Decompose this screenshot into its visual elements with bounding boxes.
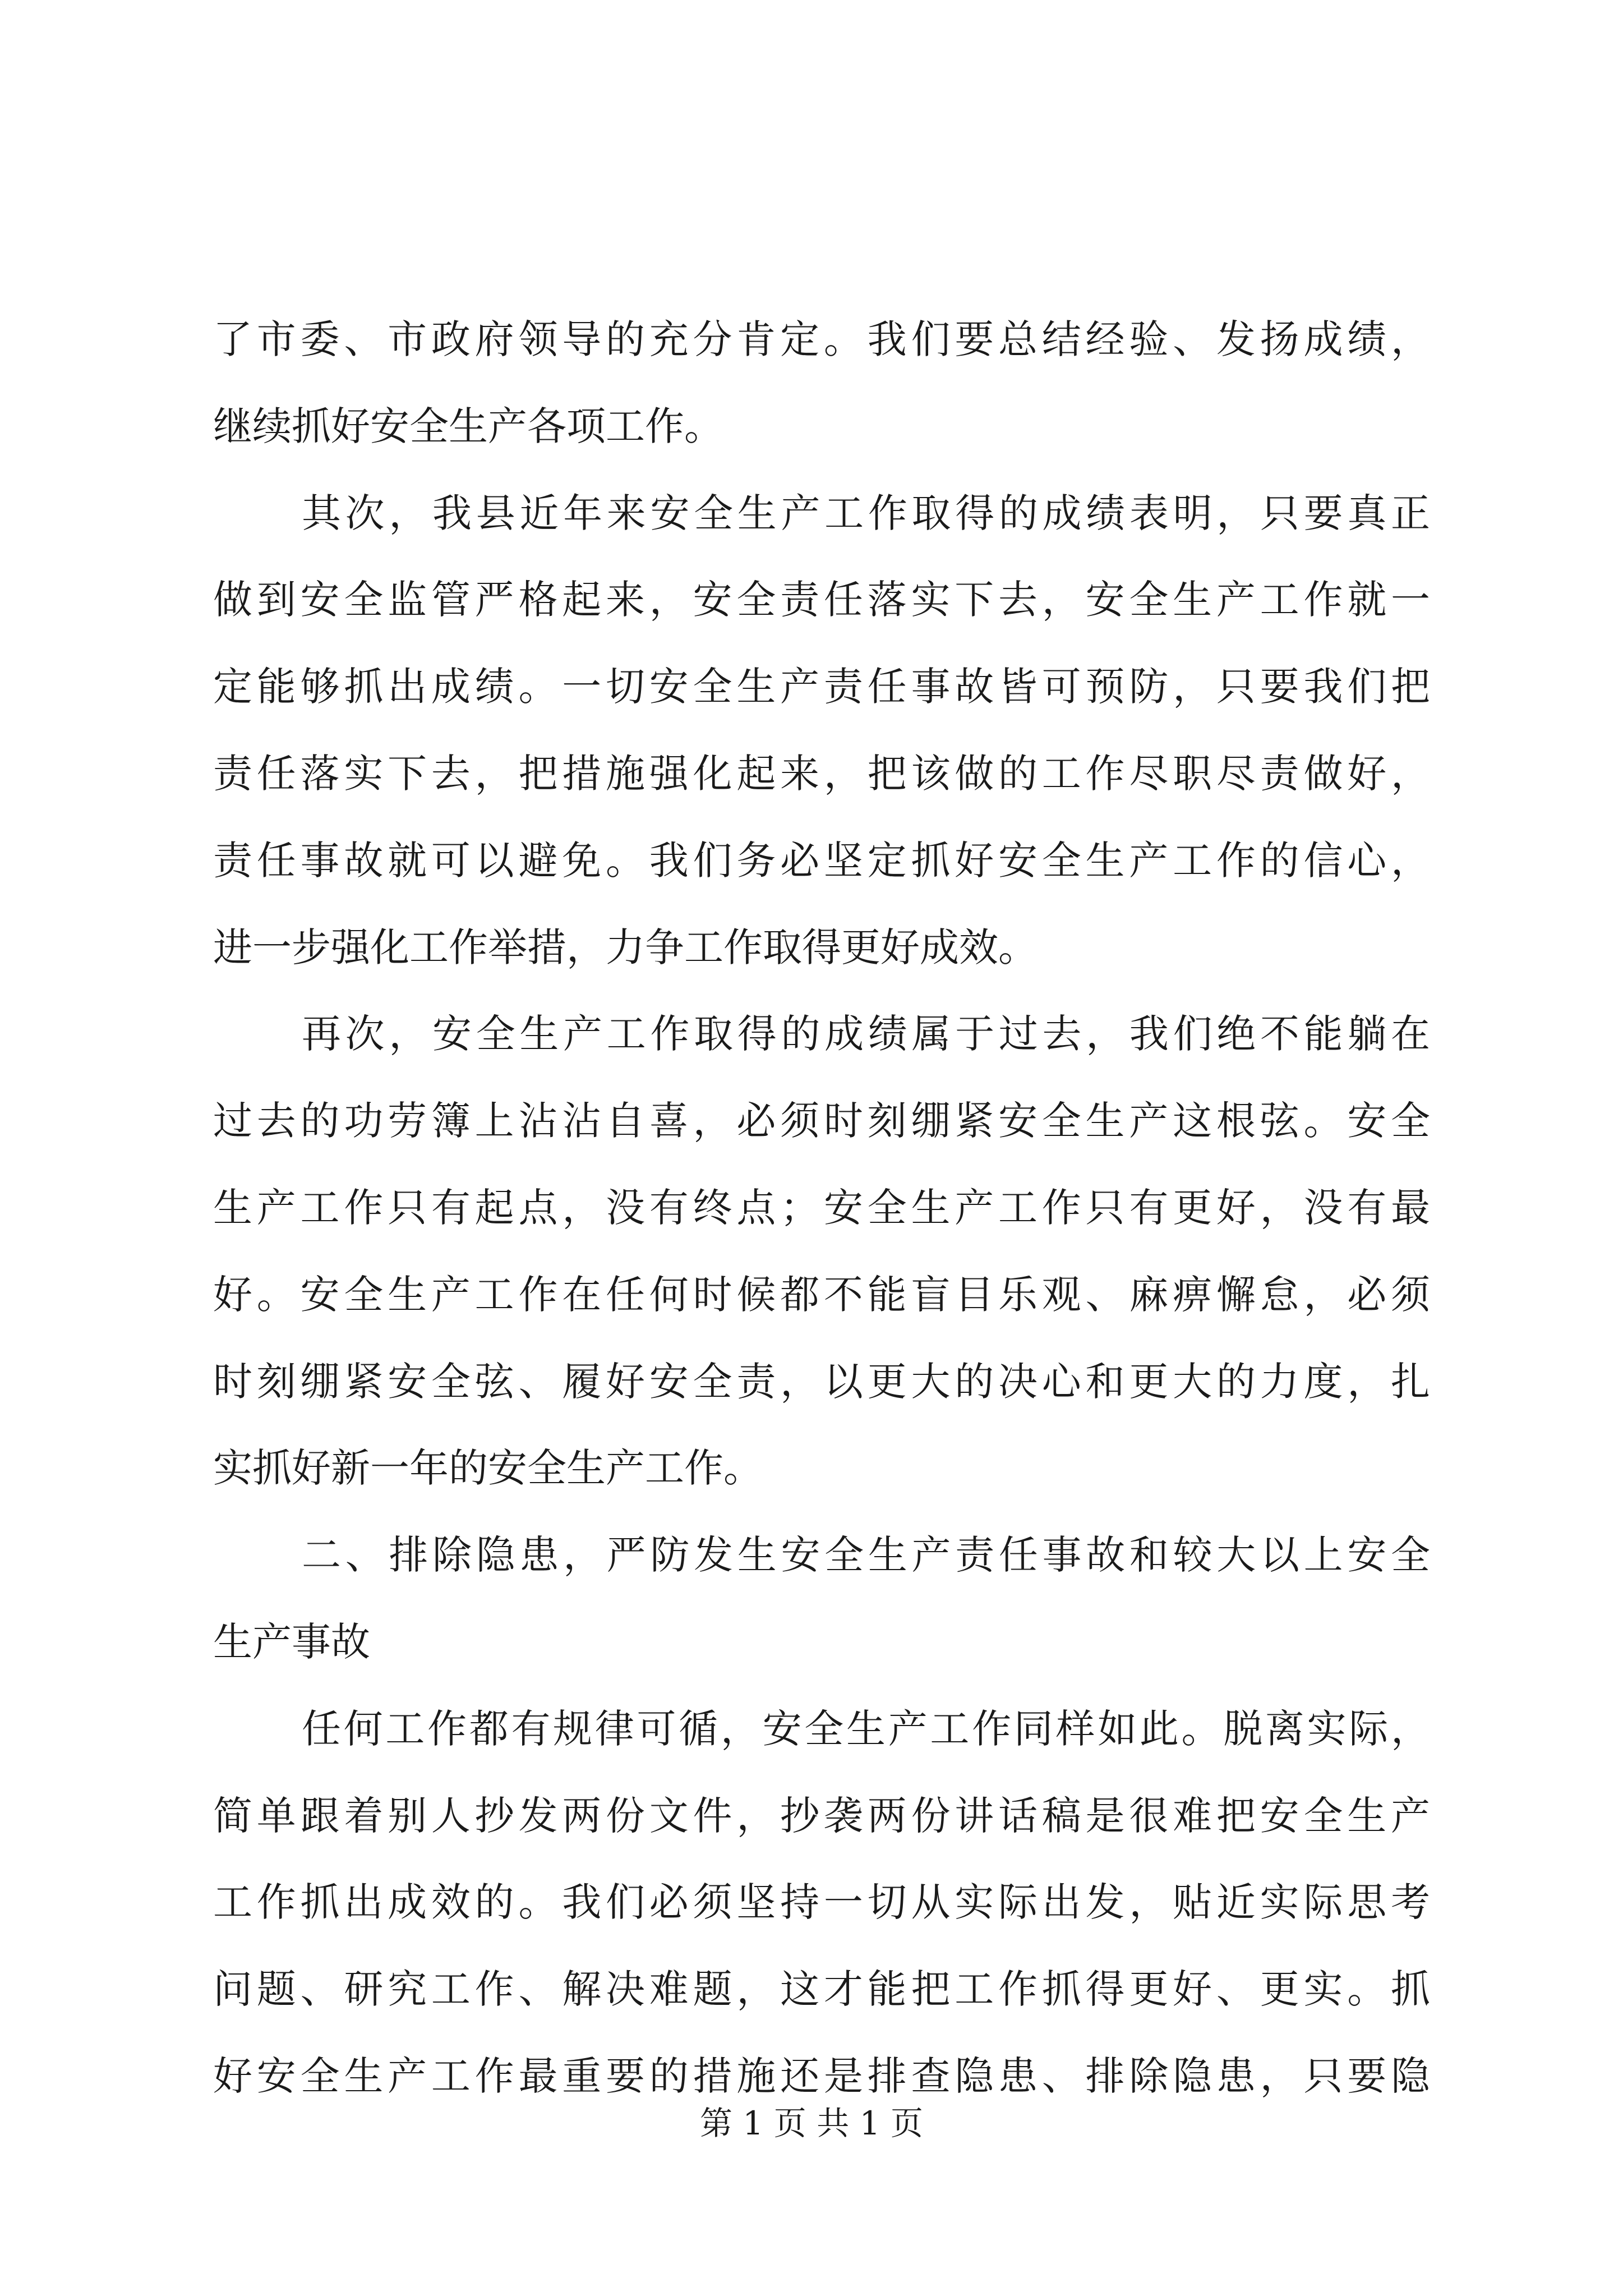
text-line: 实抓好新一年的安全生产工作。 bbox=[213, 1445, 763, 1492]
text-line: 定能够抓出成绩。一切安全生产责任事故皆可预防，只要我们把 bbox=[213, 664, 1430, 710]
text-line: 过去的功劳簿上沾沾自喜，必须时刻绷紧安全生产这根弦。安全 bbox=[213, 1098, 1430, 1144]
text-line: 做到安全监管严格起来，安全责任落实下去，安全生产工作就一 bbox=[213, 577, 1430, 623]
text-line: 简单跟着别人抄发两份文件，抄袭两份讲话稿是很难把安全生产 bbox=[213, 1792, 1430, 1839]
text-line: 时刻绷紧安全弦、履好安全责，以更大的决心和更大的力度，扎 bbox=[213, 1358, 1430, 1405]
text-line: 责任落实下去，把措施强化起来，把该做的工作尽职尽责做好， bbox=[213, 750, 1430, 797]
text-line: 问题、研究工作、解决难题，这才能把工作抓得更好、更实。抓 bbox=[213, 1966, 1430, 2013]
text-line: 工作抓出成效的。我们必须坚持一切从实际出发，贴近实际思考 bbox=[213, 1879, 1430, 1926]
section-heading-line: 二、排除隐患，严防发生安全生产责任事故和较大以上安全 bbox=[302, 1532, 1430, 1579]
document-body bbox=[213, 296, 1430, 2120]
page-number-footer: 第 1 页 共 1 页 bbox=[700, 2104, 923, 2142]
text-line: 继续抓好安全生产各项工作。 bbox=[213, 403, 723, 449]
text-line: 进一步强化工作举措，力争工作取得更好成效。 bbox=[213, 924, 1038, 970]
text-line: 了市委、市政府领导的充分肯定。我们要总结经验、发扬成绩， bbox=[213, 316, 1430, 362]
text-line: 好。安全生产工作在任何时候都不能盲目乐观、麻痹懈怠，必须 bbox=[213, 1271, 1430, 1318]
paragraph-first-line: 其次，我县近年来安全生产工作取得的成绩表明，只要真正 bbox=[302, 490, 1430, 536]
paragraph-first-line: 任何工作都有规律可循，安全生产工作同样如此。脱离实际， bbox=[302, 1705, 1430, 1752]
text-line: 好安全生产工作最重要的措施还是排查隐患、排除隐患，只要隐 bbox=[213, 2053, 1430, 2099]
text-line: 生产工作只有起点，没有终点；安全生产工作只有更好，没有最 bbox=[213, 1184, 1430, 1231]
text-line: 责任事故就可以避免。我们务必坚定抓好安全生产工作的信心， bbox=[213, 837, 1430, 884]
paragraph-first-line: 再次，安全生产工作取得的成绩属于过去，我们绝不能躺在 bbox=[302, 1011, 1430, 1057]
section-heading-line: 生产事故 bbox=[213, 1618, 370, 1665]
